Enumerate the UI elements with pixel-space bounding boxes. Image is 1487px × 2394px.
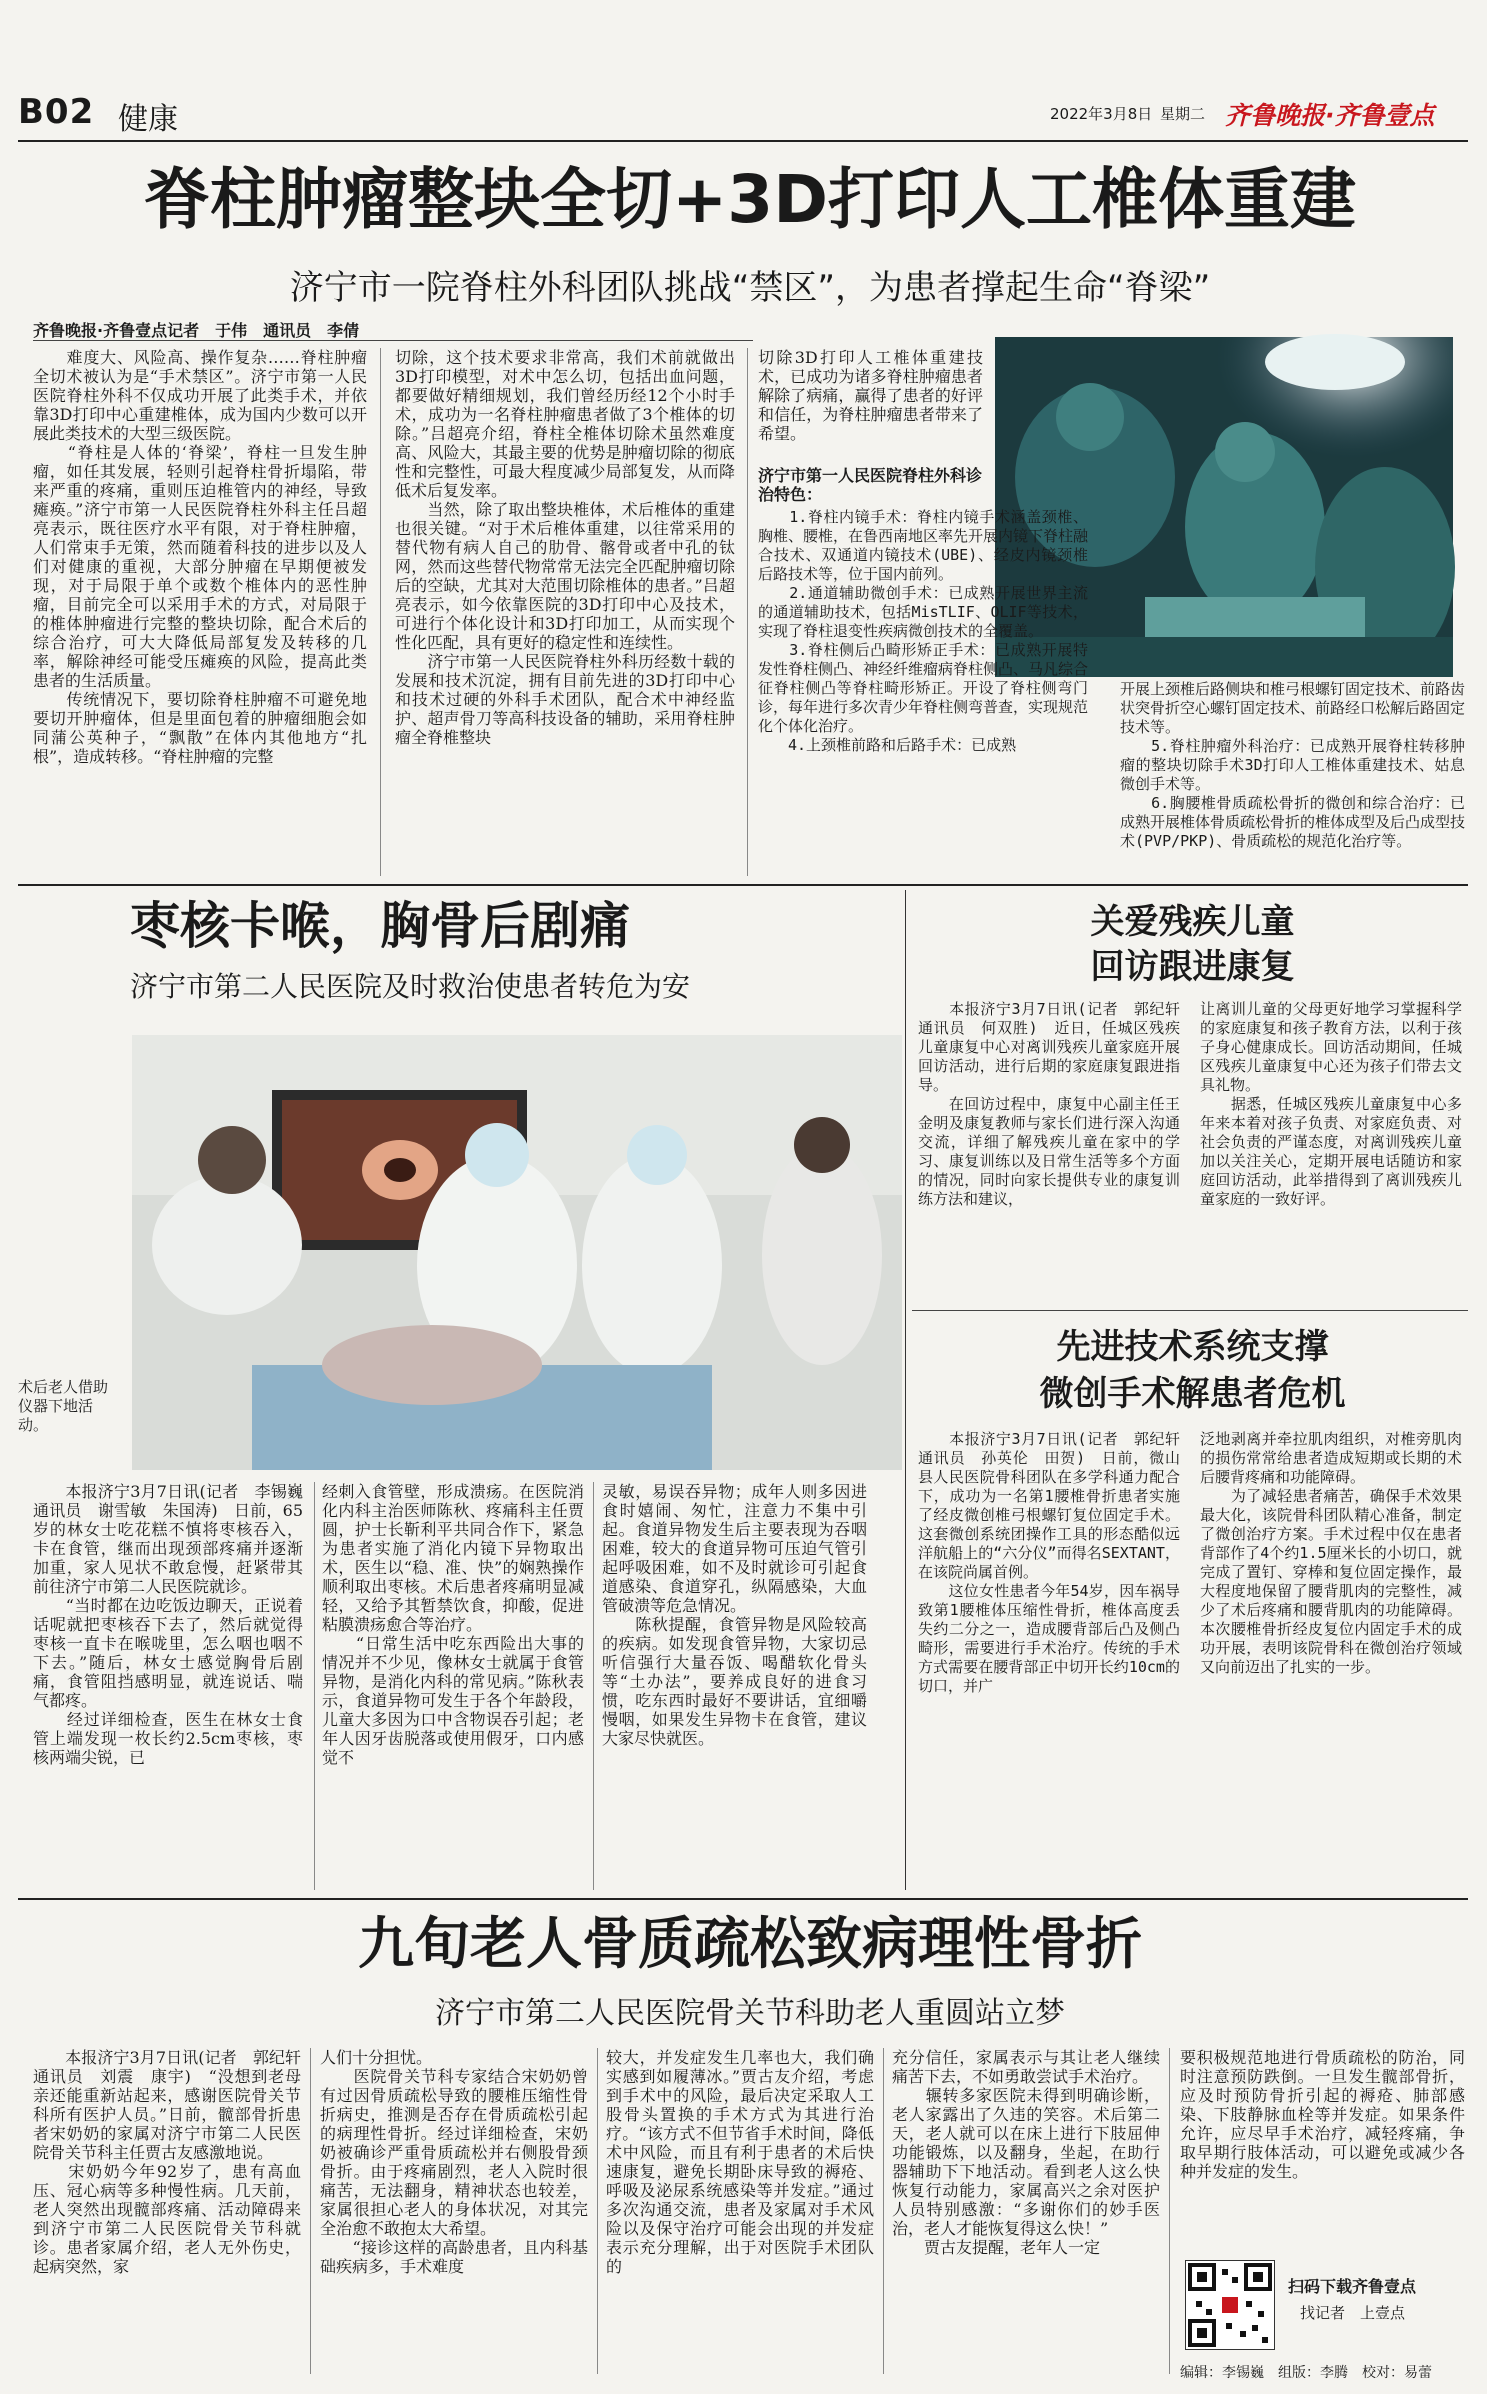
section-rule — [18, 1898, 1468, 1900]
article5-subtitle: 济宁市第二人民医院骨关节科助老人重圆站立梦 — [435, 1996, 1065, 2031]
article4-column-2: 泛地剥离并牵拉肌肉组织，对椎旁肌肉的损伤常常给患者造成短期或长期的术后腰背疼痛和功能障碍。 为了减轻患者痛苦，确保手术效果最大化，该院骨科团队精心准备，制定了微创治疗方案。手术过程中仅在患者背部作了4个约1.5厘米长的小切口，就完成了置钉、穿棒和复位固定操作，最大程度地保留了腰背肌肉的完整性，减少了术后疼痛和腰背肌肉的功能障碍。本次腰椎骨折经皮复位内固定手术的成功开展，表明该院骨科在微创治疗领域又向前迈出了扎实的一步。 — [1200, 1430, 1462, 1676]
qr-caption-line2: 找记者 上壹点 — [1300, 2304, 1406, 2322]
article1-box-title: 济宁市第一人民医院脊柱外科诊治特色： — [758, 466, 983, 504]
divider — [883, 2048, 884, 2374]
section-name: 健康 — [118, 102, 178, 137]
article1-subtitle: 济宁市一院脊柱外科团队挑战“禁区”，为患者撑起生命“脊梁” — [289, 268, 1211, 308]
article4-title-line2: 微创手术解患者危机 — [1039, 1374, 1346, 1414]
article1-byline-rule — [33, 340, 753, 341]
article1-column-3: 切除3D打印人工椎体重建技术，已成功为诸多脊柱肿瘤患者解除了病痛，赢得了患者的好评和信任，为脊柱肿瘤患者带来了希望。 — [758, 348, 983, 443]
endoscopy-photo — [132, 1035, 902, 1470]
article3-column-2: 让离训儿童的父母更好地学习掌握科学的家庭康复和孩子教育方法，以利于孩子身心健康成长。回访活动期间，任城区残疾儿童康复中心还为孩子们带去文具礼物。 据悉，任城区残疾儿童康复中心多年来本着对孩子负责、对家庭负责、对社会负责的严谨态度，对离训残疾儿童加以关注关心，定期开展电话随访和家庭回访活动，此举措得到了离训残疾儿童家庭的一致好评。 — [1200, 1000, 1462, 1208]
article3-title-line1: 关爱残疾儿童 — [1090, 902, 1295, 942]
qr-caption-line1: 扫码下载齐鲁壹点 — [1288, 2277, 1417, 2296]
article2-subtitle: 济宁市第二人民医院及时救治使患者转危为安 — [130, 970, 691, 1003]
article5-column-5: 要积极规范地进行骨质疏松的防治，同时注意预防跌倒。一旦发生髋部骨折，应及时预防骨折引起的褥疮、肺部感染、下肢静脉血栓等并发症。如果条件允许，应尽早手术治疗，减轻疼痛，争取早期行肢体活动，可以避免或减少各种并发症的发生。 — [1180, 2048, 1465, 2181]
article1-byline: 齐鲁晚报·齐鲁壹点记者 于伟 通讯员 李倩 — [33, 321, 360, 340]
issue-weekday: 星期二 — [1160, 105, 1206, 123]
section-rule — [912, 1310, 1468, 1311]
article1-box-text-right: 开展上颈椎后路侧块和椎弓根螺钉固定技术、前路齿状突骨折空心螺钉固定技术、前路经口松解后路固定技术等。 5.脊柱肿瘤外科治疗：已成熟开展脊柱转移肿瘤的整块切除手术3D打印人工椎体重建技术、姑息微创手术等。 6.胸腰椎骨质疏松骨折的微创和综合治疗：已成熟开展椎体骨质疏松骨折的椎体成型及后凸成型技术(PVP/PKP)、骨质疏松的规范化治疗等。 — [1120, 680, 1466, 850]
article1-column-2: 切除，这个技术要求非常高，我们术前就做出3D打印模型，对术中怎么切，包括出血问题，都要做好精细规划，我们曾经历经12个小时手术，成功为一名脊柱肿瘤患者做了3个椎体的切除。”吕超亮介绍，脊柱全椎体切除术虽然难度高、风险大，其最主要的优势是肿瘤切除的彻底性和完整性，可最大程度减少局部复发，从而降低术后复发率。 当然，除了取出整块椎体，术后椎体的重建也很关键。“对于术后椎体重建，以往常采用的替代物有病人自己的肋骨、髂骨或者中孔的钛网，然而这些替代物常常无法完全匹配肿瘤切除后的空缺，尤其对大范围切除椎体的患者。”吕超亮表示，如今依靠医院的3D打印中心及技术，可进行个体化设计和3D打印加工，从而实现个性化匹配，具有更好的稳定性和连续性。 济宁市第一人民医院脊柱外科历经数十载的发展和技术沉淀，拥有目前先进的3D打印中心和技术过硬的外科手术团队，配合术中神经监护、超声骨刀等高科技设备的辅助，采用脊柱肿瘤全脊椎整块 — [395, 348, 735, 747]
editor-credits: 编辑：李锡巍 组版：李腾 校对：易蕾 — [1180, 2365, 1432, 2381]
article4-title-line1: 先进技术系统支撑 — [1056, 1327, 1329, 1367]
qr-code — [1185, 2260, 1275, 2350]
article2-title: 枣核卡喉，胸骨后剧痛 — [130, 897, 630, 955]
section-rule — [18, 884, 1468, 886]
masthead-logo: 齐鲁晚报·齐鲁壹点 — [1225, 101, 1435, 130]
article2-column-1: 本报济宁3月7日讯(记者 李锡巍 通讯员 谢雪敏 朱国涛) 日前，65岁的林女士吃花糕不慎将枣核吞入，卡在食管，继而出现颈部疼痛并逐渐加重，家人见状不敢怠慢，赶紧带其前往济宁市第二人民医院就诊。 “当时都在边吃饭边聊天，正说着话呢就把枣核吞下去了，然后就觉得枣核一直卡在喉咙里，怎么咽也咽不下去。”随后，林女士感觉胸骨后剧痛，食管阻挡感明显，就连说话、喘气都疼。 经过详细检查，医生在林女士食管上端发现一枚长约2.5cm枣核，枣核两端尖锐，已 — [33, 1482, 303, 1767]
article5-column-1: 本报济宁3月7日讯(记者 郭纪轩 通讯员 刘震 康宇) “没想到老母亲还能重新站起来，感谢医院骨关节科所有医护人员。”日前，髋部骨折患者宋奶奶的家属对济宁市第二人民医院骨关节科主任贾古友感激地说。 宋奶奶今年92岁了，患有高血压、冠心病等多种慢性病。几天前，老人突然出现髋部疼痛、活动障碍来到济宁市第二人民医院骨关节科就诊。患者家属介绍，老人无外伤史，起病突然，家 — [33, 2048, 301, 2276]
article2-column-3: 灵敏，易误吞异物；成年人则多因进食时嬉闹、匆忙，注意力不集中引起。食道异物发生后主要表现为吞咽困难，较大的食道异物可压迫气管引起呼吸困难，如不及时就诊可引起食道感染、食道穿孔，纵隔感染，大血管破溃等危急情况。 陈秋提醒，食管异物是风险较高的疾病。如发现食管异物，大家切忌听信强行大量吞饭、喝醋软化骨头等“土办法”，要养成良好的进食习惯，吃东西时最好不要讲话，宜细嚼慢咽，如果发生异物卡在食管，建议大家尽快就医。 — [602, 1482, 867, 1748]
article1-column-1: 难度大、风险高、操作复杂……脊柱肿瘤全切术被认为是“手术禁区”。济宁市第一人民医院脊柱外科不仅成功开展了此类手术，并依靠3D打印中心重建椎体，成为国内少数可以开展此类技术的大型三级医院。 “脊柱是人体的‘脊梁’，脊柱一旦发生肿瘤，如任其发展，轻则引起脊柱骨折塌陷，带来严重的疼痛，重则压迫椎管内的神经，导致瘫痪。”济宁市第一人民医院脊柱外科主任吕超亮表示，既往医疗水平有限，对于脊柱肿瘤，人们常束手无策，然而随着科技的进步以及人们对健康的重视，大部分肿瘤在早期便被发现，对于局限于单个或数个椎体内的恶性肿瘤，目前完全可以采用手术的方式，对局限于的椎体肿瘤进行完整的整块切除，配合术后的综合治疗，可大大降低局部复发及转移的几率，解除神经可能受压瘫痪的风险，提高此类患者的生活质量。 传统情况下，要切除脊柱肿瘤不可避免地要切开肿瘤体，但是里面包着的肿瘤细胞会如同蒲公英种子，“飘散”在体内其他地方“扎根”，造成转移。“脊柱肿瘤的完整 — [33, 348, 367, 766]
divider — [1169, 2048, 1170, 2374]
divider — [314, 1482, 315, 1890]
article5-column-4: 充分信任，家属表示与其让老人继续痛苦下去，不如勇敢尝试手术治疗。 辗转多家医院未得到明确诊断，老人家露出了久违的笑容。术后第二天，老人就可以在床上进行下肢屈伸功能锻炼，以及翻身，坐起，在助行器辅助下下地活动。看到老人这么快恢复行动能力，家属高兴之余对医护人员特别感激：“多谢你们的妙手医治，老人才能恢复得这么快！” 贾古友提醒，老年人一定 — [892, 2048, 1160, 2257]
article3-column-1: 本报济宁3月7日讯(记者 郭纪轩 通讯员 何双胜) 近日，任城区残疾儿童康复中心对离训残疾儿童家庭开展回访活动，进行后期的家庭康复跟进指导。 在回访过程中，康复中心副主任王金明及康复教师与家长们进行深入沟通交流，详细了解残疾儿童在家中的学习、康复训练以及日常生活等多个方面的情况，同时向家长提供专业的康复训练方法和建议， — [918, 1000, 1180, 1208]
header-rule — [18, 140, 1468, 142]
divider — [747, 348, 748, 876]
article2-column-2: 经刺入食管壁，形成溃疡。在医院消化内科主治医师陈秋、疼痛科主任贾圆，护士长靳利平共同合作下，紧急为患者实施了消化内镜下异物取出术，医生以“稳、准、快”的娴熟操作顺利取出枣核。术后患者疼痛明显减轻，又给予其暂禁饮食，抑酸，促进粘膜溃疡愈合等治疗。 “日常生活中吃东西险出大事的情况并不少见，像林女士就属于食管异物，是消化内科的常见病。”陈秋表示，食道异物可发生于各个年龄段，儿童大多因为口中含物误吞引起；老年人因牙齿脱落或使用假牙，口内感觉不 — [322, 1482, 584, 1767]
article1-box-text: 1.脊柱内镜手术：脊柱内镜手术涵盖颈椎、胸椎、腰椎，在鲁西南地区率先开展内镜下脊柱融合技术、双通道内镜技术(UBE)、经皮内镜颈椎后路技术等，位于国内前列。 2.通道辅助微创手术：已成熟开展世界主流的通道辅助技术，包括MisTLIF、OLIF等技术，实现了脊柱退变性疾病微创技术的全覆盖。 3.脊柱侧后凸畸形矫正手术：已成熟开展特发性脊柱侧凸、神经纤维瘤病脊柱侧凸、马凡综合征脊柱侧凸等脊柱畸形矫正。开设了脊柱侧弯门诊，每年进行多次青少年脊柱侧弯普查，实现规范化个体化治疗。 4.上颈椎前路和后路手术：已成熟 — [758, 508, 1089, 754]
article1-title: 脊柱肿瘤整块全切+3D打印人工椎体重建 — [143, 161, 1356, 238]
divider — [593, 1482, 594, 1890]
divider — [380, 348, 381, 876]
photo-caption: 术后老人借助仪器下地活动。 — [18, 1378, 109, 1434]
article5-column-3: 较大，并发症发生几率也大，我们确实感到如履薄冰。”贾古友介绍，考虑到手术中的风险，最后决定采取人工股骨头置换的手术方式为其进行治疗。“该方式不但节省手术时间，降低术中风险，而且有利于患者的术后快速康复，避免长期卧床导致的褥疮、呼吸及泌尿系统感染等并发症。”通过多次沟通交流，患者及家属对手术风险以及保守治疗可能会出现的并发症表示充分理解，出于对医院手术团队的 — [606, 2048, 874, 2276]
article5-column-2: 人们十分担忧。 医院骨关节科专家结合宋奶奶曾有过因骨质疏松导致的腰椎压缩性骨折病史，推测是否存在骨质疏松引起的病理性骨折。经过详细检查，宋奶奶被确诊严重骨质疏松并右侧股骨颈骨折。由于疼痛剧烈，老人入院时很痛苦，无法翻身，精神状态也较差，家属很担心老人的身体状况，对其完全治愈不敢抱太大希望。 “接诊这样的高龄患者，且内科基础疾病多，手术难度 — [320, 2048, 588, 2276]
article4-column-1: 本报济宁3月7日讯(记者 郭纪轩 通讯员 孙英伦 田贺) 日前，微山县人民医院骨科团队在多学科通力配合下，成功为一名第1腰椎骨折患者实施了经皮微创椎弓根螺钉复位固定手术。这套微创系统团操作工具的形态酷似远洋航船上的“六分仪”而得名SEXTANT，在该院尚属首例。 这位女性患者今年54岁，因车祸导致第1腰椎体压缩性骨折，椎体高度丢失约二分之一，造成腰背部后凸及侧凸畸形，需要进行手术治疗。传统的手术方式需要在腰背部正中切开长约10cm的切口，并广 — [918, 1430, 1180, 1695]
divider — [905, 890, 906, 1890]
divider — [597, 2048, 598, 2374]
article3-title-line2: 回访跟进康复 — [1090, 947, 1295, 987]
article5-title: 九旬老人骨质疏松致病理性骨折 — [358, 1912, 1142, 1977]
page-number: B02 — [18, 92, 95, 132]
divider — [310, 2048, 311, 2374]
issue-date: 2022年3月8日 — [1050, 105, 1153, 123]
